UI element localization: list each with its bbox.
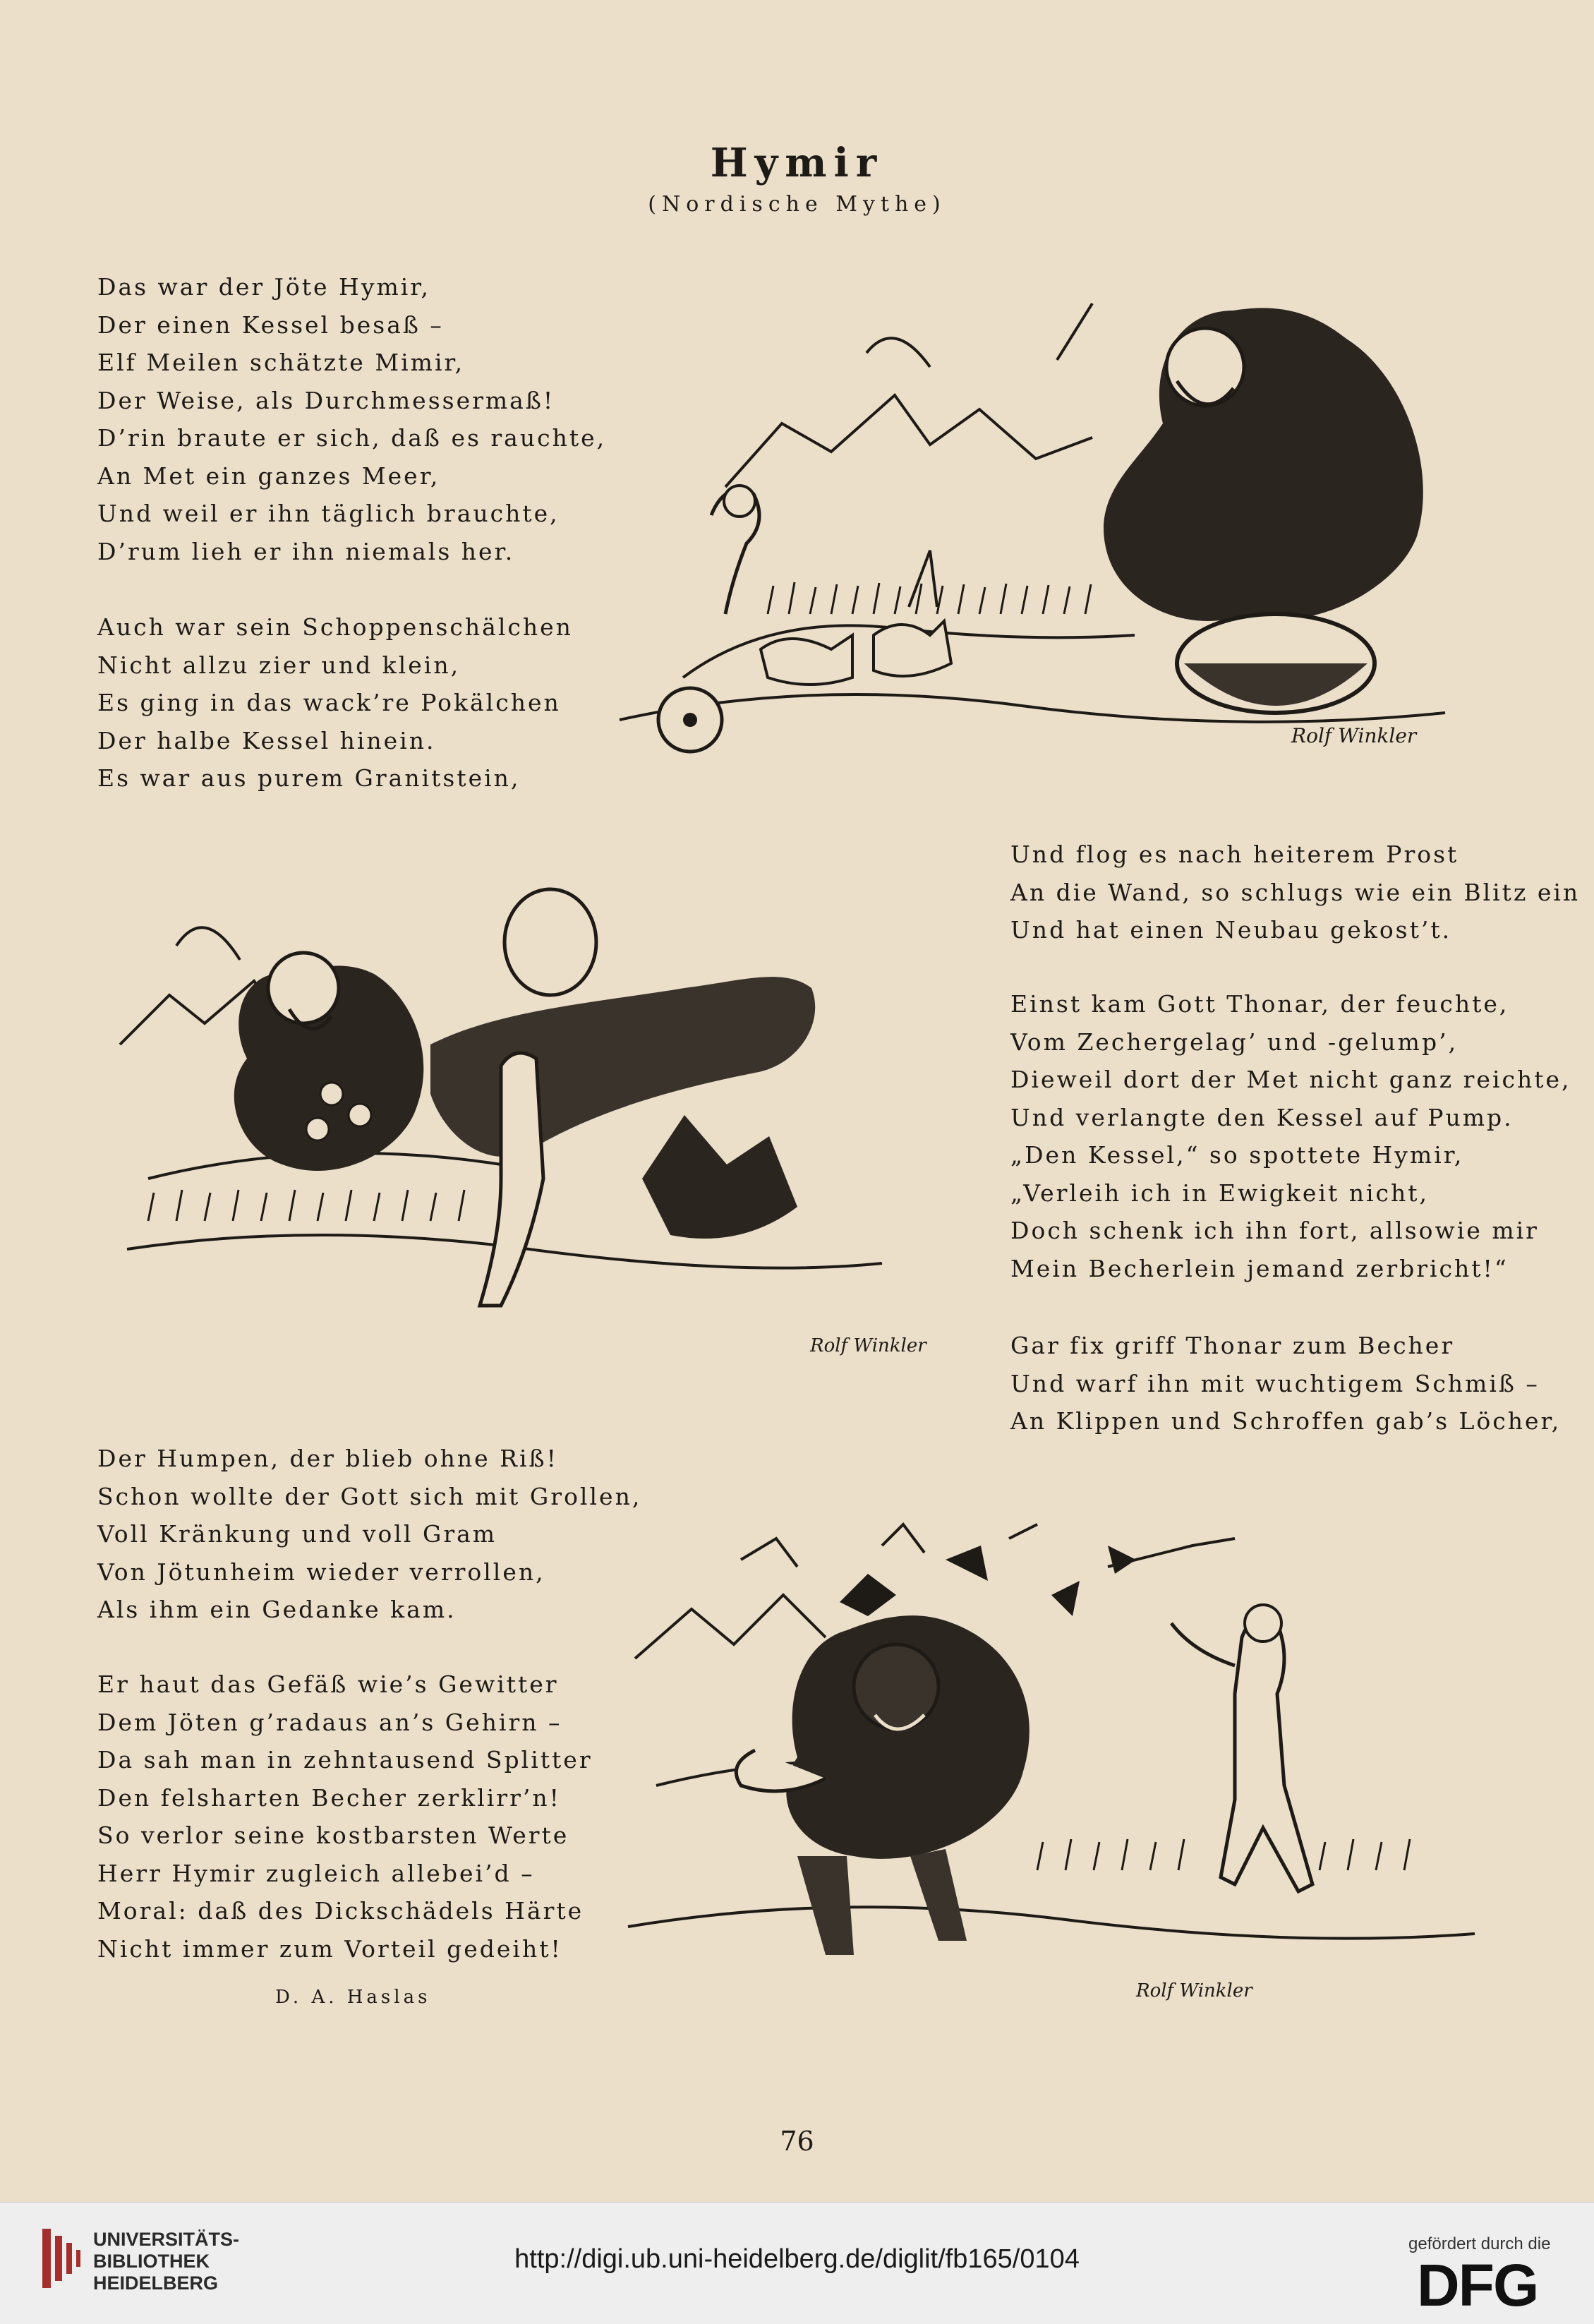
- stanza-6: [97, 1440, 641, 1629]
- source-url-link[interactable]: http://digi.ub.uni-heidelberg.de/diglit/fb165/0104: [514, 2244, 1080, 2274]
- stanza-4: [1010, 985, 1571, 1287]
- illustration-thonar-goblet: [106, 882, 953, 1362]
- illustration-art: [614, 1517, 1496, 2011]
- verse-line: D’rum lieh er ihn niemals her.: [97, 537, 515, 565]
- verse-line: Moral: daß des Dickschädels Härte: [97, 1897, 584, 1925]
- verse-line: Es war aus purem Granitstein,: [97, 764, 521, 792]
- artist-signature: Rolf Winkler: [1136, 1980, 1252, 2001]
- verse-line: „Verleih ich in Ewigkeit nicht,: [1010, 1179, 1429, 1207]
- verse-line: Von Jötunheim wieder verrollen,: [97, 1558, 545, 1586]
- verse-line: Und verlangte den Kessel auf Pump.: [1010, 1103, 1514, 1131]
- verse-line: Den felsharten Becher zerklirr’n!: [97, 1783, 561, 1812]
- funding-note: gefördert durch die: [1408, 2234, 1551, 2253]
- illustration-art: [598, 282, 1480, 776]
- verse-line: Da sah man in zehntausend Splitter: [97, 1746, 593, 1774]
- verse-line: An die Wand, so schlugs wie ein Blitz ein: [1010, 878, 1581, 906]
- verse-line: Herr Hymir zugleich allebei’d –: [97, 1859, 535, 1887]
- verse-line: So verlor seine kostbarsten Werte: [97, 1822, 569, 1849]
- verse-line: An Klippen und Schroffen gab’s Löcher,: [1010, 1407, 1562, 1435]
- verse-line: Auch war sein Schoppenschälchen: [97, 613, 573, 641]
- verse-line: Gar fix griff Thonar zum Becher: [1010, 1332, 1455, 1359]
- poem-author: D. A. Haslas: [275, 1987, 431, 2008]
- verse-line: Vom Zechergelag’ und -gelump’,: [1010, 1028, 1459, 1056]
- verse-line: Voll Kränkung und voll Gram: [97, 1520, 497, 1548]
- verse-line: Und warf ihn mit wuchtigem Schmiß –: [1010, 1369, 1540, 1397]
- verse-line: Elf Meilen schätzte Mimir,: [97, 349, 465, 376]
- verse-line: Der Weise, als Durchmessermaß!: [97, 386, 555, 414]
- verse-line: Der Humpen, der blieb ohne Riß!: [97, 1445, 558, 1472]
- verse-line: Als ihm ein Gedanke kam.: [97, 1596, 457, 1623]
- library-name-line: HEIDELBERG: [93, 2272, 219, 2294]
- poem-subtitle: (Nordische Mythe): [648, 192, 946, 217]
- verse-line: Der halbe Kessel hinein.: [97, 726, 436, 754]
- poem-title: Hymir: [710, 140, 884, 186]
- verse-line: Dem Jöten g’radaus an’s Gehirn –: [97, 1708, 562, 1736]
- verse-line: Mein Becherlein jemand zerbricht!“: [1010, 1254, 1509, 1282]
- stanza-5: [1010, 1327, 1561, 1440]
- verse-line: Er haut das Gefäß wie’s Gewitter: [97, 1670, 559, 1698]
- verse-line: Und weil er ihn täglich brauchte,: [97, 500, 560, 527]
- verse-line: Und hat einen Neubau gekost’t.: [1010, 916, 1452, 944]
- stanza-1: [97, 268, 606, 570]
- verse-line: Doch schenk ich ihn fort, allsowie mir: [1010, 1217, 1539, 1244]
- illustration-shattered-goblet: [614, 1517, 1496, 2011]
- verse-line: „Den Kessel,“ so spottete Hymir,: [1010, 1141, 1464, 1169]
- artist-signature: Rolf Winkler: [1291, 724, 1417, 747]
- artist-signature: Rolf Winkler: [810, 1335, 926, 1356]
- verse-line: An Met ein ganzes Meer,: [97, 462, 440, 490]
- verse-line: Es ging in das wack’re Pokälchen: [97, 689, 561, 716]
- library-name-line: BIBLIOTHEK: [93, 2251, 210, 2272]
- stanza-7: [97, 1666, 593, 1968]
- illustration-hymir-kettle: [598, 282, 1480, 776]
- verse-line: Dieweil dort der Met nicht ganz reichte,: [1010, 1066, 1571, 1093]
- illustration-art: [106, 882, 953, 1362]
- verse-line: Der einen Kessel besaß –: [97, 311, 444, 339]
- verse-line: Nicht allzu zier und klein,: [97, 651, 461, 679]
- verse-line: Nicht immer zum Vorteil gedeiht!: [97, 1934, 562, 1963]
- verse-line: D’rin braute er sich, daß es rauchte,: [97, 424, 607, 452]
- dfg-logo[interactable]: DFG: [1417, 2252, 1538, 2318]
- verse-line: Das war der Jöte Hymir,: [97, 273, 430, 301]
- library-name-line: UNIVERSITÄTS-: [93, 2229, 240, 2250]
- stanza-2: [97, 608, 573, 797]
- verse-line: Und flog es nach heiterem Prost: [1010, 841, 1459, 868]
- stanza-3: [1010, 836, 1580, 949]
- verse-line: Schon wollte der Gott sich mit Grollen,: [97, 1482, 642, 1510]
- page-number: 76: [780, 2126, 814, 2157]
- verse-line: Einst kam Gott Thonar, der feuchte,: [1010, 990, 1509, 1018]
